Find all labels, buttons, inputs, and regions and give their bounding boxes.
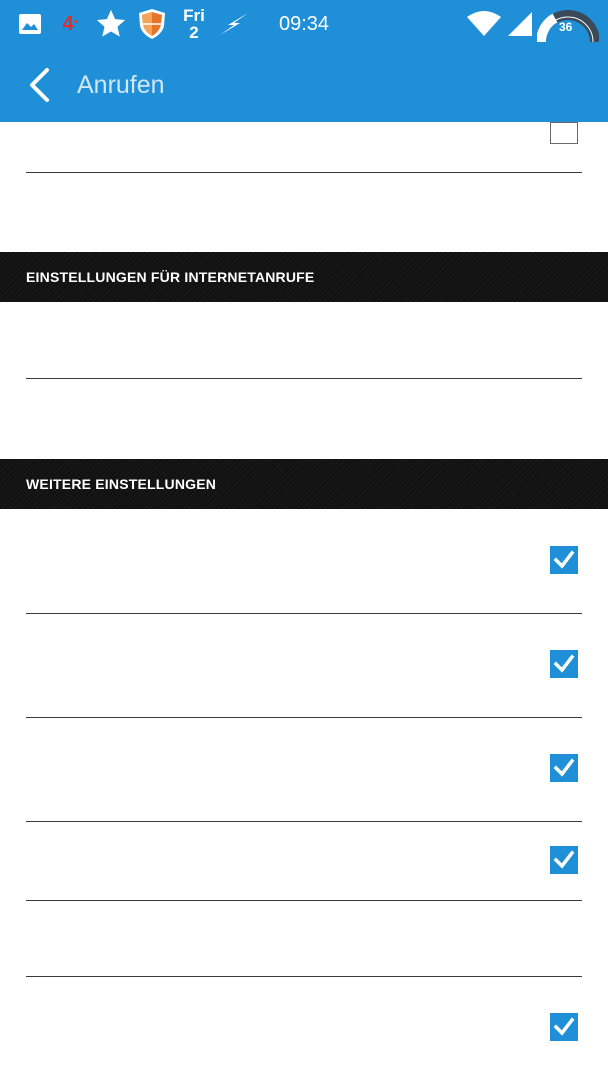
wifi-icon: [466, 0, 502, 48]
clock-time: 09:34: [278, 12, 330, 35]
checkbox-checked[interactable]: [550, 846, 578, 874]
weather-temperature: 4 °: [62, 12, 78, 35]
checkmark-icon: [553, 653, 575, 675]
page-title: Anrufen: [77, 71, 165, 99]
list-item[interactable]: [0, 173, 608, 252]
battery-gauge-icon: 36: [536, 0, 600, 48]
list-item[interactable]: [0, 718, 608, 821]
checkmark-icon: [553, 549, 575, 571]
section-header-more-settings: WEITERE EINSTELLUNGEN: [0, 459, 608, 509]
list-item[interactable]: [0, 379, 608, 459]
checkbox-checked[interactable]: [550, 754, 578, 782]
section-header-internet-calls: EINSTELLUNGEN FÜR INTERNETANRUFE: [0, 252, 608, 302]
checkmark-icon: [553, 1016, 575, 1038]
list-item[interactable]: [0, 901, 608, 976]
chevron-left-icon: [27, 67, 53, 103]
calendar-date: Fri 2: [183, 6, 205, 42]
star-icon: [93, 0, 129, 48]
list-item[interactable]: [0, 822, 608, 900]
list-item[interactable]: [0, 614, 608, 717]
image-icon: [16, 0, 44, 48]
list-item[interactable]: [0, 122, 608, 172]
signal-icon: [506, 0, 534, 48]
checkbox-checked[interactable]: [550, 1013, 578, 1041]
status-bar: [0, 0, 608, 48]
list-item[interactable]: [0, 977, 608, 1080]
checkmark-icon: [553, 849, 575, 871]
checkmark-icon: [553, 757, 575, 779]
list-item[interactable]: [0, 509, 608, 613]
settings-list: [0, 122, 608, 1080]
checkbox-unchecked[interactable]: [550, 122, 578, 144]
shield-icon: [136, 0, 168, 48]
list-item[interactable]: [0, 302, 608, 378]
lightning-icon: [217, 0, 251, 48]
checkbox-checked[interactable]: [550, 650, 578, 678]
back-button[interactable]: [18, 60, 62, 110]
app-bar: [0, 48, 608, 122]
checkbox-checked[interactable]: [550, 546, 578, 574]
